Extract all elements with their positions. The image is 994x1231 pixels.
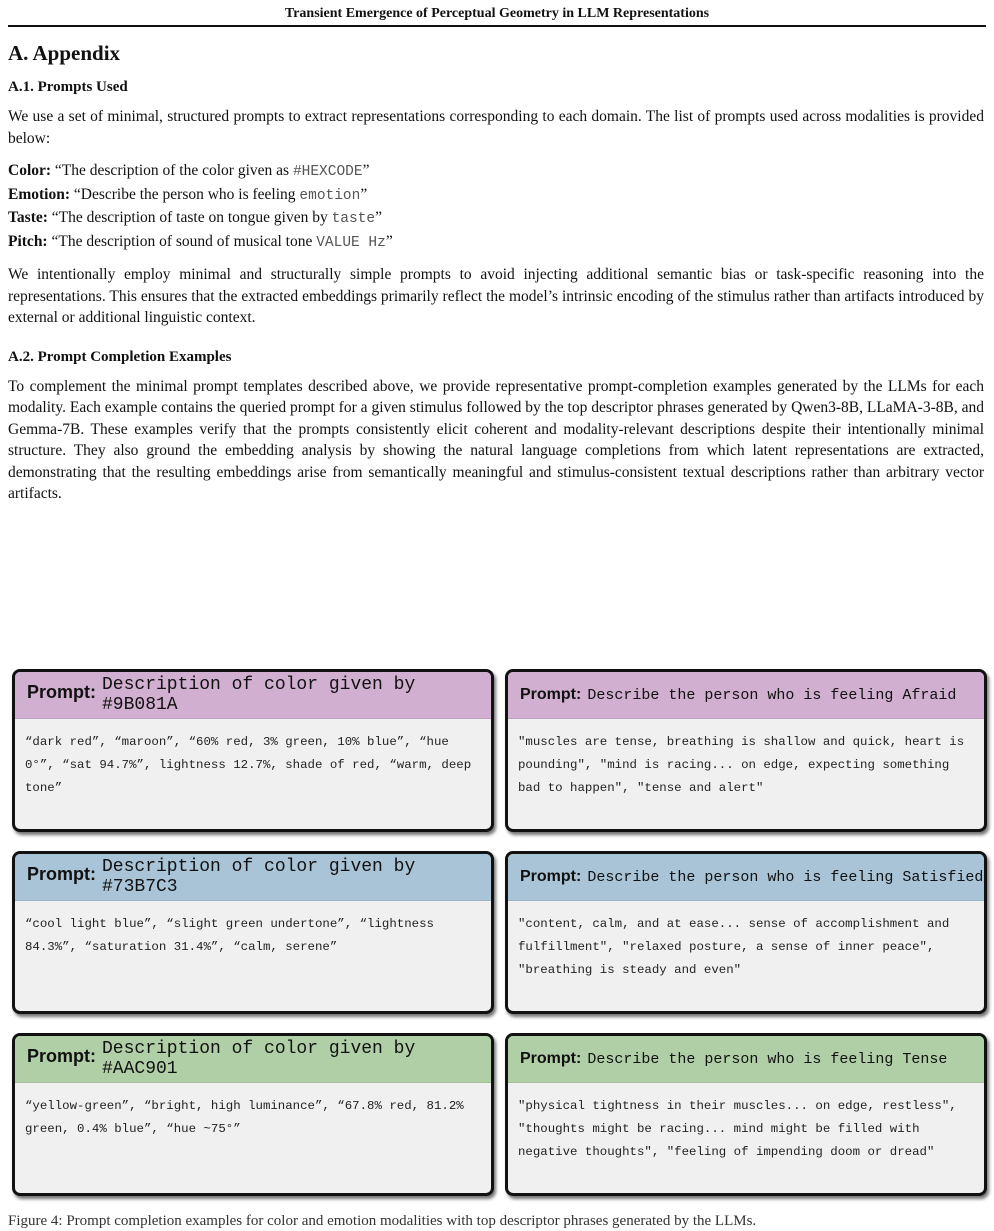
color-card-3 — [12, 1033, 494, 1196]
card-completion: "muscles are tense, breathing is shallow and quick, heart is pounding", "mind is racing... on edge, expecting something bad to happen", "tense and alert" — [518, 735, 965, 795]
card-completion: "physical tightness in their muscles... on edge, restless", "thoughts might be racing... mind might be filled with negative thoughts", "feeling of impending doom or dread" — [518, 1099, 957, 1159]
figure-caption-fragment: Figure 4: Prompt completion examples for color and emotion modalities with top descriptor phrases generated by the LLMs. — [8, 1213, 757, 1229]
card-prompt: Describe the person who is feeling Afraid — [587, 686, 957, 704]
prompt-text: “The description of taste on tongue given by — [51, 209, 332, 226]
prompt-token: emotion — [299, 187, 361, 204]
prompt-item-taste — [8, 207, 984, 231]
card-prompt: Description of color given by #73B7C3 — [102, 857, 416, 897]
prompt-end: ” — [375, 209, 382, 226]
card-header — [508, 1036, 984, 1083]
prompt-token: #HEXCODE — [292, 164, 363, 180]
prompt-label: Prompt: — [27, 681, 96, 702]
card-header — [15, 854, 491, 901]
appendix-content — [8, 40, 984, 516]
subsection-heading-prompts-used: A.1. Prompts Used — [8, 79, 128, 95]
prompt-label: Prompt: — [520, 1050, 582, 1067]
prompt-list — [8, 160, 984, 254]
prompt-label: Prompt: — [27, 1045, 96, 1066]
card-header — [508, 672, 984, 719]
prompt-end: ” — [385, 232, 393, 250]
prompt-label: Prompt: — [520, 868, 582, 885]
card-header — [508, 854, 984, 901]
card-prompt: Description of color given by #AAC901 — [102, 1039, 416, 1079]
prompt-text: “The description of sound of musical tone — [51, 232, 317, 250]
prompt-label: Emotion: — [8, 185, 70, 203]
prompt-end: ” — [362, 162, 370, 179]
prompt-end: ” — [360, 185, 368, 203]
prompt-text: “The description of the color given as — [54, 162, 293, 179]
emotion-card-1 — [505, 669, 987, 832]
prompt-text: “Describe the person who is feeling — [73, 185, 300, 203]
prompts-intro-paragraph: We use a set of minimal, structured prompts to extract representations corresponding to each domain. The list of prompts used across modalities is provided below: — [8, 108, 984, 147]
card-completion: “cool light blue”, “slight green undertone”, “lightness 84.3%”, “saturation 31.4%”, “calm, serene” — [25, 917, 434, 954]
card-completion: "content, calm, and at ease... sense of accomplishment and fulfillment", "relaxed posture, a sense of inner peace", "breathing is steady and even" — [518, 917, 950, 977]
prompt-token: VALUE Hz — [316, 234, 386, 251]
emotion-card-2 — [505, 851, 987, 1014]
card-header — [15, 1036, 491, 1083]
card-prompt: Describe the person who is feeling Satisfied — [587, 868, 984, 886]
color-card-1 — [12, 669, 494, 832]
card-completion: “dark red”, “maroon”, “60% red, 3% green, 10% blue”, “hue 0°”, “sat 94.7%”, lightness 12.7%, shade of red, “warm, deep tone” — [25, 735, 472, 795]
color-card-2 — [12, 851, 494, 1014]
subsection-heading-completion-examples: A.2. Prompt Completion Examples — [8, 348, 232, 365]
prompt-item-emotion — [8, 184, 984, 208]
card-prompt: Describe the person who is feeling Tense — [587, 1050, 948, 1068]
card-completion: “yellow-green”, “bright, high luminance”, “67.8% red, 81.2% green, 0.4% blue”, “hue ~75°” — [25, 1099, 464, 1136]
prompt-label: Color: — [8, 162, 52, 179]
prompt-label: Prompt: — [520, 686, 582, 703]
section-title: A. Appendix — [8, 41, 121, 65]
header-rule — [8, 25, 986, 27]
prompt-label: Pitch: — [8, 232, 48, 250]
prompt-item-pitch — [8, 231, 984, 255]
running-title: Transient Emergence of Perceptual Geometry in LLM Representations — [284, 6, 710, 21]
prompt-label: Prompt: — [27, 863, 96, 884]
prompt-token: taste — [331, 211, 376, 227]
card-prompt: Description of color given by #9B081A — [102, 675, 416, 715]
prompt-item-color — [8, 160, 984, 184]
prompts-rationale-paragraph: We intentionally employ minimal and structurally simple prompts to avoid injecting additional semantic bias or task-specific reasoning into the representations. This ensures that the extracted embeddings primarily reflect the model’s intrinsic encoding of the stimulus rather than artifacts introduced by external or additional linguistic context. — [8, 266, 984, 326]
prompt-label: Taste: — [8, 209, 48, 226]
emotion-card-3 — [505, 1033, 987, 1196]
completion-examples-paragraph: To complement the minimal prompt templates described above, we provide representative prompt-completion examples generated by the LLMs for each modality. Each example contains the queried prompt for a given stimulus followed by the top descriptor phrases generated by Qwen3-8B, LLaMA-3-8B, and Gemma-7B. These examples verify that the prompts consistently elicit coherent and modality-relevant descriptions despite their intentionally minimal structure. They also ground the embedding analysis by showing the natural language completions from which latent representations are extracted, demonstrating that the resulting embeddings arise from semantically meaningful and stimulus-consistent textual descriptions rather than arbitrary vector artifacts. — [8, 377, 984, 502]
card-header — [15, 672, 491, 719]
